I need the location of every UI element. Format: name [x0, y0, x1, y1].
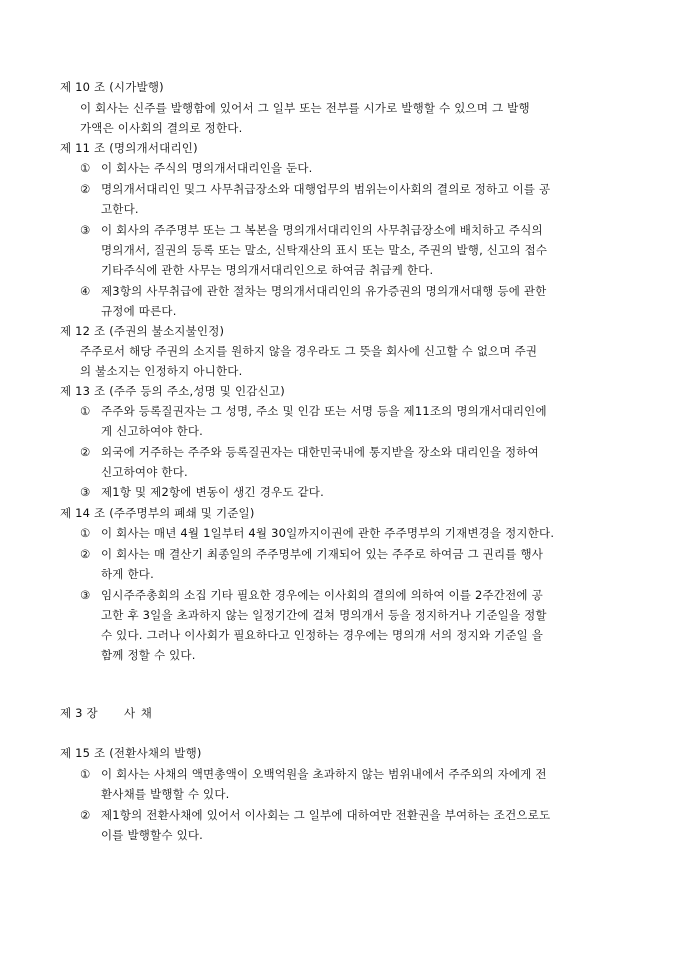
article-14-item-3-line: 함께 정할 수 있다. — [101, 648, 196, 662]
article-11-item-4-line: 규정에 따른다. — [101, 304, 177, 318]
article-13-item-2-line: 신고하여야 한다. — [101, 465, 188, 479]
article-14-item-2-line: 하게 한다. — [101, 567, 154, 581]
article-14-heading: 제 14 조 (주주명부의 폐쇄 및 기준일) — [60, 506, 255, 520]
article-10-heading: 제 10 조 (시가발행) — [60, 80, 164, 94]
article-13-item-1-line: 주주와 등록질권자는 그 성명, 주소 및 인감 또는 서명 등을 제11조의 명의개서대리인에 — [101, 404, 547, 418]
article-15-item-2-line: 이를 발행할수 있다. — [101, 828, 204, 842]
article-12-heading: 제 12 조 (주권의 불소지불인정) — [60, 324, 225, 338]
article-15-heading: 제 15 조 (전환사채의 발행) — [60, 746, 202, 760]
article-14-item-3-line: 수 있다. 그러나 이사회가 필요하다고 인정하는 경우에는 명의개 서의 정지와 기준일 을 — [101, 628, 544, 642]
article-11-item-2-line: 고한다. — [101, 202, 139, 216]
article-13-item-1-marker: ① — [80, 404, 91, 418]
article-11-item-1-line: 이 회사는 주식의 명의개서대리인을 둔다. — [101, 161, 313, 175]
article-11-item-2-marker: ② — [80, 182, 91, 196]
article-12-paragraph-line: 주주로서 해당 주권의 소지를 원하지 않을 경우라도 그 뜻을 회사에 신고할 수 없으며 주권 — [80, 344, 538, 358]
article-11-item-3-line: 명의개서, 질권의 등록 또는 말소, 신탁재산의 표시 또는 말소, 주권의 발행, 신고의 접수 — [101, 243, 548, 257]
article-14-item-3-marker: ③ — [80, 588, 91, 602]
article-10-paragraph-line: 이 회사는 신주를 발행함에 있어서 그 일부 또는 전부를 시가로 발행할 수 있으며 그 발행 — [80, 101, 530, 115]
article-14-item-3-line: 고한 후 3일을 초과하지 않는 일정기간에 걸쳐 명의개서 등을 정지하거나 기준일을 정할 — [101, 608, 547, 622]
article-13-item-2-line: 외국에 거주하는 주주와 등록질권자는 대한민국내에 통지받을 장소와 대리인을 정하여 — [101, 445, 539, 459]
article-14-item-1-line: 이 회사는 매년 4월 1일부터 4월 30일까지이권에 관한 주주명부의 기재변경을 정지한다. — [101, 526, 555, 540]
article-13-item-2-marker: ② — [80, 445, 91, 459]
article-14-item-3-line: 임시주주총회의 소집 기타 필요한 경우에는 이사회의 결의에 의하여 이를 2주간전에 공 — [101, 588, 543, 602]
article-13-item-1-line: 게 신고하여야 한다. — [101, 424, 204, 438]
article-11-item-3-line: 기타주식에 관한 사무는 명의개서대리인으로 하여금 취급케 한다. — [101, 263, 434, 277]
article-13-item-3-marker: ③ — [80, 485, 91, 499]
article-11-heading: 제 11 조 (명의개서대리인) — [60, 141, 198, 155]
chapter-title: 사 채 — [124, 706, 153, 720]
article-11-item-3-line: 이 회사의 주주명부 또는 그 복본을 명의개서대리인의 사무취급장소에 배치하고 주식의 — [101, 223, 543, 237]
article-14-item-1-marker: ① — [80, 526, 91, 540]
article-11-item-4-line: 제3항의 사무취급에 관한 절차는 명의개서대리인의 유가증권의 명의개서대행 등에 관한 — [101, 284, 547, 298]
article-11-item-1-marker: ① — [80, 161, 91, 175]
article-15-item-1-line: 환사채를 발행할 수 있다. — [101, 787, 230, 801]
article-12-paragraph-line: 의 불소지는 인정하지 아니한다. — [80, 364, 243, 378]
article-13-item-3-line: 제1항 및 제2항에 변동이 생긴 경우도 같다. — [101, 485, 324, 499]
chapter-number: 제 3 장 — [60, 706, 98, 720]
article-11-item-3-marker: ③ — [80, 223, 91, 237]
article-11-item-2-line: 명의개서대리인 및그 사무취급장소와 대행업무의 범위는이사회의 결의로 정하고 이를 공 — [101, 182, 551, 196]
article-14-item-2-marker: ② — [80, 547, 91, 561]
article-11-item-4-marker: ④ — [80, 284, 91, 298]
article-10-paragraph-line: 가액은 이사회의 결의로 정한다. — [80, 121, 243, 135]
article-13-heading: 제 13 조 (주주 등의 주소,성명 및 인감신고) — [60, 384, 285, 398]
article-15-item-2-marker: ② — [80, 808, 91, 822]
article-15-item-2-line: 제1항의 전환사채에 있어서 이사회는 그 일부에 대하여만 전환권을 부여하는 조건으로도 — [101, 808, 551, 822]
article-14-item-2-line: 이 회사는 매 결산기 최종일의 주주명부에 기재되어 있는 주주로 하여금 그 권리를 행사 — [101, 547, 544, 561]
article-15-item-1-marker: ① — [80, 767, 91, 781]
article-15-item-1-line: 이 회사는 사채의 액면총액이 오백억원을 초과하지 않는 범위내에서 주주외의 자에게 전 — [101, 767, 547, 781]
